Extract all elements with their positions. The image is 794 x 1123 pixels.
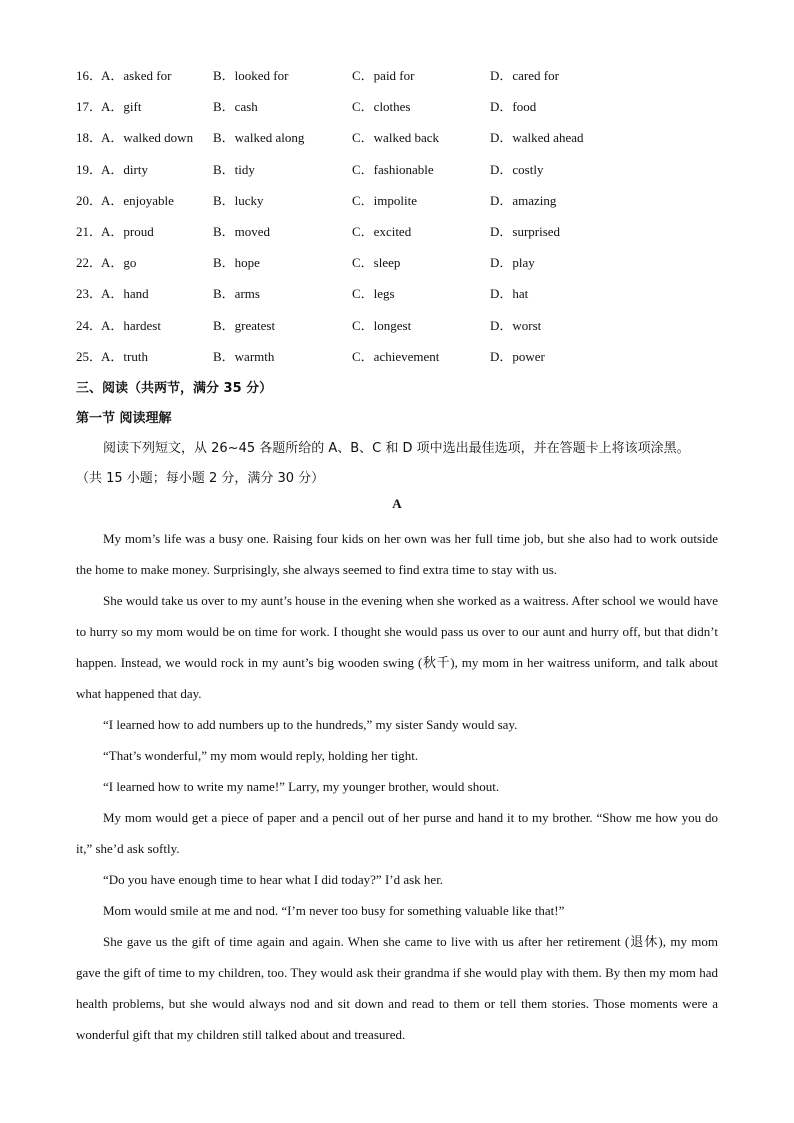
instruction-line-1: 阅读下列短文，从 26~45 各题所给的 A、B、C 和 D 项中选出最佳选项，并在答题卡上将该项涂黑。 <box>103 441 690 456</box>
option-row-21 <box>76 222 736 253</box>
option-row-16 <box>76 66 736 97</box>
paragraph: My mom would get a piece of paper and a pencil out of her purse and hand it to my brother. “Show me how you do it,” she’d ask softly. <box>76 810 718 856</box>
option-row-18 <box>76 128 736 159</box>
option-d: D．amazing <box>490 192 557 208</box>
passage-label: A <box>392 496 402 511</box>
option-c: C．impolite <box>352 192 418 208</box>
option-d: D．surprised <box>490 223 561 239</box>
option-b: B．arms <box>213 286 260 302</box>
passage-body <box>76 523 718 1050</box>
option-d: D．hat <box>490 286 529 302</box>
option-a: A．proud <box>101 223 154 239</box>
question-number: 18． <box>76 130 103 146</box>
subsection-title: 第一节 阅读理解 <box>76 411 172 426</box>
option-row-20 <box>76 191 736 222</box>
option-d: D．play <box>490 255 535 271</box>
option-row-24 <box>76 316 736 347</box>
option-c: C．achievement <box>352 348 440 364</box>
option-c: C．paid for <box>352 68 415 83</box>
option-a: A．asked for <box>101 68 172 83</box>
option-c: C．legs <box>352 286 395 302</box>
question-number: 17． <box>76 99 103 115</box>
question-number: 25． <box>76 348 103 364</box>
paragraph: “I learned how to write my name!” Larry, my younger brother, would shout. <box>103 779 500 794</box>
question-number: 21． <box>76 223 103 239</box>
paragraph: She gave us the gift of time again and again. When she came to live with us after her retirement (退休), my mom gave the gift of time to my children, too. They would ask their grandma if she would play with them. By then my mom had health problems, but she would always nod and sit down and read to them or tell them stories. Those moments were a wonderful gift that my children still talked about and treasured. <box>76 934 718 1042</box>
option-b: B．looked for <box>213 68 289 83</box>
option-b: B．tidy <box>213 161 255 177</box>
option-a: A．dirty <box>101 161 148 177</box>
option-c: C．walked back <box>352 130 440 146</box>
option-a: A．enjoyable <box>101 192 174 208</box>
option-c: C．clothes <box>352 99 411 115</box>
option-a: A．go <box>101 255 137 271</box>
option-row-19 <box>76 160 736 191</box>
option-row-23 <box>76 284 736 315</box>
question-number: 23． <box>76 286 103 302</box>
option-c: C．fashionable <box>352 161 434 177</box>
instruction-line-2: （共 15 小题；每小题 2 分，满分 30 分） <box>76 471 325 486</box>
option-c: C．sleep <box>352 255 401 271</box>
option-d: D．costly <box>490 161 544 177</box>
option-b: B．hope <box>213 255 260 271</box>
option-d: D．power <box>490 348 545 364</box>
option-row-25 <box>76 347 736 378</box>
question-number: 16． <box>76 68 103 83</box>
option-d: D．cared for <box>490 68 559 83</box>
option-d: D．walked ahead <box>490 130 584 146</box>
option-a: A．gift <box>101 99 142 115</box>
option-d: D．food <box>490 99 537 115</box>
option-d: D．worst <box>490 317 542 333</box>
question-number: 20． <box>76 192 103 208</box>
option-row-22 <box>76 253 736 284</box>
option-a: A．truth <box>101 348 148 364</box>
paragraph: Mom would smile at me and nod. “I’m never too busy for something valuable like that!” <box>103 903 565 918</box>
option-b: B．greatest <box>213 317 276 333</box>
question-number: 22． <box>76 255 103 271</box>
option-b: B．lucky <box>213 192 264 208</box>
option-c: C．longest <box>352 317 412 333</box>
question-number: 19． <box>76 161 103 177</box>
paragraph: She would take us over to my aunt’s house in the evening when she worked as a waitress. After school we would have to hurry so my mom would be on time for work. I thought she would pass us over to our aunt and hurry off, but that didn’t happen. Instead, we would rock in my aunt’s big wooden swing (秋千), my mom in her waitress uniform, and talk about what happened that day. <box>76 593 718 701</box>
option-c: C．excited <box>352 223 412 239</box>
option-b: B．moved <box>213 223 271 239</box>
question-number: 24． <box>76 317 103 333</box>
option-b: B．warmth <box>213 348 275 364</box>
paragraph: “I learned how to add numbers up to the hundreds,” my sister Sandy would say. <box>103 717 518 732</box>
answer-options <box>76 66 736 378</box>
paragraph: “That’s wonderful,” my mom would reply, holding her tight. <box>103 748 419 763</box>
option-a: A．walked down <box>101 130 194 146</box>
paragraph: “Do you have enough time to hear what I did today?” I’d ask her. <box>103 872 444 887</box>
option-row-17 <box>76 97 736 128</box>
option-a: A．hardest <box>101 317 161 333</box>
option-a: A．hand <box>101 286 149 302</box>
option-b: B．cash <box>213 99 258 115</box>
paragraph: My mom’s life was a busy one. Raising four kids on her own was her full time job, but she also had to work outside the home to make money. Surprisingly, she always seemed to find extra time to stay with us. <box>76 531 718 577</box>
option-b: B．walked along <box>213 130 305 146</box>
section-title: 三、阅读（共两节，满分 35 分） <box>76 381 273 396</box>
